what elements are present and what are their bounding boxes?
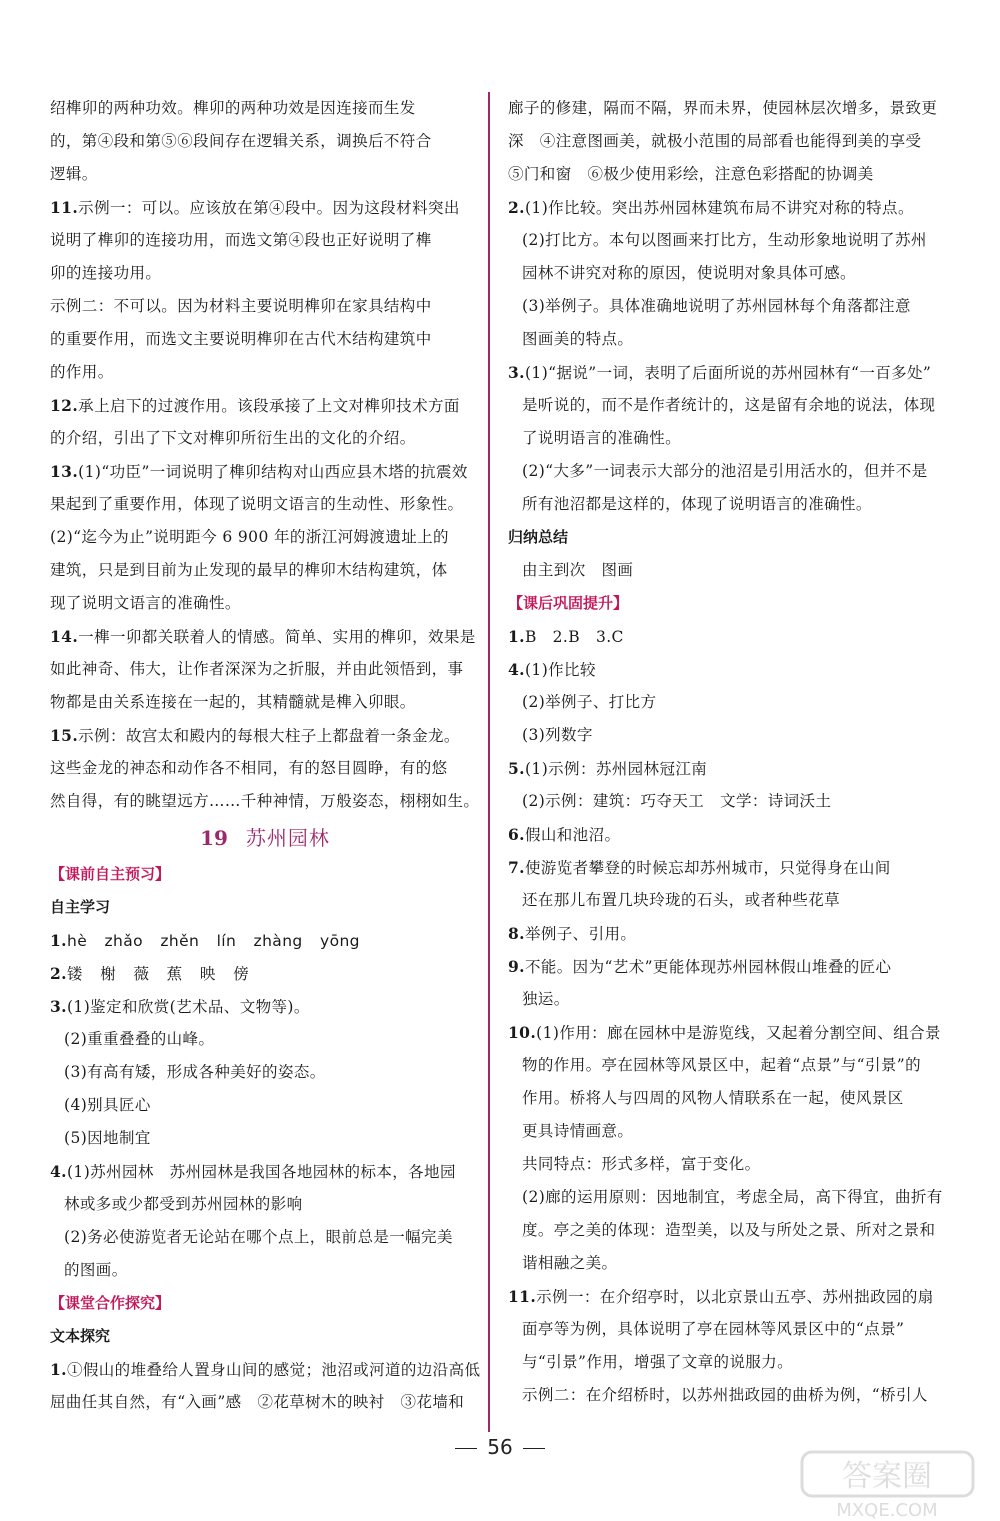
watermark-logo [800,1450,975,1520]
answer-line [50,1386,480,1419]
item-number: 1. [50,931,67,950]
item-number: 11. [508,1287,537,1306]
line-text: 卯的连接功用。 [50,264,162,282]
line-text: 由主到次 图画 [522,561,634,579]
answer-item [508,356,948,389]
line-text: 共同特点：形式多样，富于变化。 [522,1155,761,1173]
item-number: 1. [508,627,525,646]
line-text: 度。亭之美的体现：造型美，以及与所处之景、所对之景和 [522,1221,936,1239]
line-text: 作用。桥将人与四周的风物人情联系在一起，使风景区 [522,1089,904,1107]
line-text: 示例：故宫太和殿内的每根大柱子上都盘着一条金龙。 [78,727,460,745]
answer-item [50,1155,480,1188]
answer-line [508,719,948,752]
answer-line [508,323,948,356]
line-text: (2)示例：建筑：巧夺天工 文学：诗词沃土 [522,792,832,810]
footer-dash-left [455,1448,477,1449]
answer-item [508,950,948,983]
answer-line [508,785,948,818]
item-number: 1. [50,1360,67,1379]
answer-line [50,224,480,257]
answer-line [50,356,480,389]
item-number: 6. [508,825,525,844]
line-text: 逻辑。 [50,165,98,183]
line-text: 园林不讲究对称的原因，使说明对象具体可感。 [522,264,856,282]
column-divider [488,92,490,1432]
answer-line [50,554,480,587]
answer-line [50,752,480,785]
line-text: 镂 榭 薇 蕉 映 傍 [66,965,250,983]
lesson-name: 苏州园林 [245,826,330,850]
subsection-heading: 文本探究 [50,1327,111,1345]
line-text: 一榫一卯都关联着人的情感。简单、实用的榫卯，效果是 [78,628,476,646]
answer-line [50,488,480,521]
line-text: 假山和池沼。 [524,826,621,844]
answer-line [508,1247,948,1280]
line-text: 使游览者攀登的时候忘却苏州城市，只觉得身在山间 [524,859,891,877]
item-number: 3. [508,363,525,382]
left-column [50,92,480,1419]
line-text: 更具诗情画意。 [522,1122,634,1140]
line-text: 承上启下的过渡作用。该段承接了上文对榫卯技术方面 [78,397,460,415]
item-number: 4. [50,1162,67,1181]
line-text: 如此神奇、伟大，让作者深深为之折服，并由此领悟到，事 [50,660,464,678]
line-text: 林或多或少都受到苏州园林的影响 [64,1195,303,1213]
line-text: 图画美的特点。 [522,330,634,348]
answer-line [50,587,480,620]
answer-item [508,1016,948,1049]
watermark-url-text: MXQE.COM [836,1500,938,1520]
line-text: (1)作比较。突出苏州园林建筑布局不讲究对称的特点。 [524,199,914,217]
answer-line [50,92,480,125]
answer-item [50,1353,480,1386]
subsection-heading: 归纳总结 [508,528,569,546]
line-text: 示例二：在介绍桥时，以苏州拙政园的曲桥为例，“桥引人 [522,1386,928,1404]
answer-line [50,1089,480,1122]
line-text: 物的作用。亭在园林等风景区中，起着“点景”与“引景”的 [522,1056,921,1074]
line-text: 廊子的修建，隔而不隔，界而未界，使园林层次增多，景致更 [508,99,938,117]
item-number: 7. [508,858,525,877]
line-text: 建筑，只是到目前为止发现的最早的榫卯木结构建筑，体 [50,561,448,579]
line-text: (3)举例子。具体准确地说明了苏州园林每个角落都注意 [522,297,911,315]
item-number: 5. [508,759,525,778]
answer-line [50,1122,480,1155]
answer-line [508,488,948,521]
line-text: (2)“大多”一词表示大部分的池沼是引用活水的，但并不是 [522,462,928,480]
line-text: (2)廊的运用原则：因地制宜，考虑全局，高下得宜，曲折有 [522,1188,943,1206]
answer-line [508,92,948,125]
line-text: 的作用。 [50,363,114,381]
answer-line [508,422,948,455]
answer-item [508,1280,948,1313]
line-text: hè zhǎo zhěn lín zhàng yōng [66,932,360,950]
section-heading: 【课后巩固提升】 [508,594,629,612]
answer-line [508,1049,948,1082]
item-number: 3. [50,997,67,1016]
item-number: 15. [50,726,79,745]
answer-line [50,422,480,455]
answer-item [50,191,480,224]
line-text: 了说明语言的准确性。 [522,429,682,447]
line-text: 的重要作用，而选文主要说明榫卯在古代木结构建筑中 [50,330,432,348]
answer-item [508,917,948,950]
line-text: 不能。因为“艺术”更能体现苏州园林假山堆叠的匠心 [524,958,892,976]
line-text: (1)“功臣”一词说明了榫卯结构对山西应县木塔的抗震效 [78,463,468,481]
line-text: (2)重重叠叠的山峰。 [64,1030,215,1048]
line-text: 还在那儿布置几块玲珑的石头，或者种些花草 [522,891,841,909]
line-text: (3)有高有矮，形成各种美好的姿态。 [64,1063,326,1081]
answer-line [508,1148,948,1181]
answer-line [50,1023,480,1056]
line-text: 示例二：不可以。因为材料主要说明榫卯在家具结构中 [50,297,432,315]
line-text: (2)“迄今为止”说明距今 6 900 年的浙江河姆渡遗址上的 [50,528,449,546]
subsection-heading: 自主学习 [50,898,111,916]
line-text: 的，第④段和第⑤⑥段间存在逻辑关系，调换后不符合 [50,132,432,150]
answer-item [508,851,948,884]
line-text: 示例一：在介绍亭时，以北京景山五亭、苏州拙政园的扇 [536,1288,934,1306]
line-text: 说明了榫卯的连接功用，而选文第④段也正好说明了榫 [50,231,432,249]
answer-line [508,554,948,587]
answer-line [50,1188,480,1221]
item-number: 8. [508,924,525,943]
answer-item [50,455,480,488]
line-text: 然自得，有的眺望远方……千种神情，万般姿态，栩栩如生。 [50,792,480,810]
answer-line [50,290,480,323]
right-column [508,92,948,1412]
line-text: 果起到了重要作用，体现了说明文语言的生动性、形象性。 [50,495,464,513]
answer-line [508,1082,948,1115]
line-text: ⑤门和窗 ⑥极少使用彩绘，注意色彩搭配的协调美 [508,165,874,183]
answer-item [50,990,480,1023]
line-text: 是听说的，而不是作者统计的，这是留有余地的说法，体现 [522,396,936,414]
line-text: 举例子、引用。 [524,925,637,943]
item-number: 14. [50,627,79,646]
answer-line [508,686,948,719]
answer-line [508,125,948,158]
answer-line [50,521,480,554]
answer-item [50,389,480,422]
answer-line [50,1056,480,1089]
answer-line [508,290,948,323]
answer-item [508,752,948,785]
answer-item [508,818,948,851]
item-number: 9. [508,957,525,976]
answer-item [508,620,948,653]
answer-item [508,191,948,224]
item-number: 2. [508,198,525,217]
answer-line [508,1181,948,1214]
item-number: 12. [50,396,79,415]
answer-line [508,455,948,488]
section-heading: 【课前自主预习】 [50,865,171,883]
line-text: (1)苏州园林 苏州园林是我国各地园林的标本，各地园 [66,1163,456,1181]
answer-line [50,785,480,818]
answer-item [50,719,480,752]
item-number: 2. [50,964,67,983]
answer-line [50,1221,480,1254]
item-number: 13. [50,462,79,481]
item-number: 4. [508,660,525,679]
line-text: 的图画。 [64,1261,128,1279]
answer-line [508,1115,948,1148]
line-text: (1)作比较 [524,661,596,679]
answer-item [50,957,480,990]
answer-line [508,1379,948,1412]
line-text: (1)作用：廊在园林中是游览线，又起着分割空间、组合景 [536,1024,941,1042]
answer-line [508,257,948,290]
line-text: (3)列数字 [522,726,593,744]
page-number: 56 [487,1435,513,1459]
line-text: 所有池沼都是这样的，体现了说明语言的准确性。 [522,495,872,513]
answer-line [508,1313,948,1346]
answer-line [508,224,948,257]
line-text: 谐相融之美。 [522,1254,618,1272]
line-text: 物都是由关系连接在一起的，其精髓就是榫入卯眼。 [50,693,416,711]
line-text: 现了说明文语言的准确性。 [50,594,241,612]
line-text: (2)务必使游览者无论站在哪个点上，眼前总是一幅完美 [64,1228,453,1246]
answer-line [508,158,948,191]
answer-line [50,1254,480,1287]
line-text: (1)鉴定和欣赏(艺术品、文物等)。 [66,998,310,1016]
answer-item [50,620,480,653]
watermark-logo-text: 答案圈 [842,1459,932,1494]
line-text: (5)因地制宜 [64,1129,151,1147]
answer-line [508,1214,948,1247]
answer-line [508,1346,948,1379]
answer-line [508,884,948,917]
line-text: (2)举例子、打比方 [522,693,657,711]
line-text: (1)示例：苏州园林冠江南 [524,760,708,778]
line-text: (4)别具匠心 [64,1096,151,1114]
line-text: 绍榫卯的两种功效。榫卯的两种功效是因连接而生发 [50,99,416,117]
line-text: 与“引景”作用，增强了文章的说服力。 [522,1353,794,1371]
answer-item [508,653,948,686]
lesson-title [50,818,480,858]
answer-line [50,125,480,158]
answer-line [50,323,480,356]
line-text: 屈曲任其自然，有“入画”感 ②花草树木的映衬 ③花墙和 [50,1393,465,1411]
line-text: 面亭等为例，具体说明了亭在园林等风景区中的“点景” [522,1320,905,1338]
line-text: 示例一：可以。应该放在第④段中。因为这段材料突出 [78,199,460,217]
line-text: (2)打比方。本句以图画来打比方，生动形象地说明了苏州 [522,231,927,249]
answer-line [50,686,480,719]
section-heading: 【课堂合作探究】 [50,1294,171,1312]
answer-line [50,653,480,686]
answer-line [50,257,480,290]
answer-line [508,389,948,422]
line-text: 深 ④注意图画美，就极小范围的局部看也能得到美的享受 [508,132,922,150]
item-number: 11. [50,198,79,217]
lesson-number: 19 [200,826,228,850]
line-text: 独运。 [522,990,570,1008]
line-text: 这些金龙的神态和动作各不相同，有的怒目圆睁，有的悠 [50,759,448,777]
item-number: 10. [508,1023,537,1042]
line-text: (1)“据说”一词，表明了后面所说的苏州园林有“一百多处” [524,364,932,382]
line-text: 的介绍，引出了下文对榫卯所衍生出的文化的介绍。 [50,429,416,447]
answer-line [508,983,948,1016]
footer-dash-right [523,1448,545,1449]
answer-line [50,158,480,191]
line-text: B 2.B 3.C [524,628,624,646]
answer-item [50,924,480,957]
line-text: ①假山的堆叠给人置身山间的感觉；池沼或河道的边沿高低 [66,1361,481,1379]
